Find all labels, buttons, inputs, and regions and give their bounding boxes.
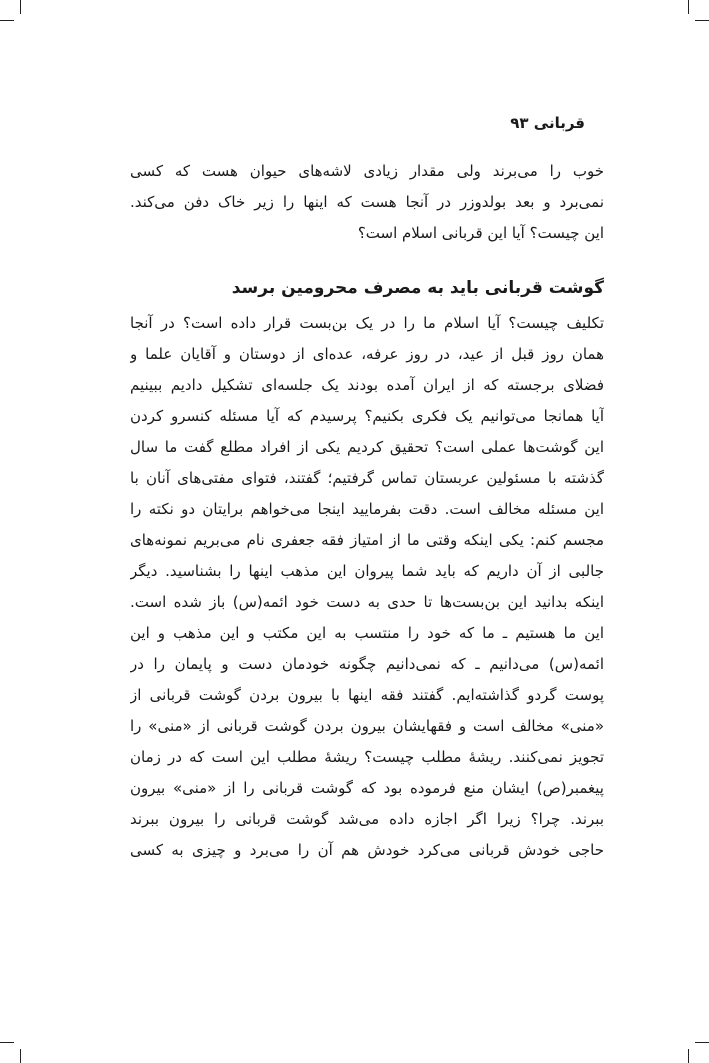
text-line: تجویز نمی‌کنند. ریشهٔ مطلب چیست؟ ریشهٔ مطلب این است که در زمان [130,748,604,766]
text-line: جالبی از آن داریم که باید شما پیروان این مذهب اینها را بشناسید. دیگر [130,562,604,580]
text-line: این مسئله مخالف است. دقت بفرمایید اینجا می‌خواهم برایتان دو نکته را [130,500,604,518]
crop-mark-top-right-vertical [688,0,689,14]
text-line: همان روز قبل از عید، در روز عرفه، عده‌ای از دوستان و آقایان علما و [130,345,604,363]
text-line: نمی‌برد و بعد بولدوزر در آنجا هست که اینها را زیر خاک دفن می‌کند. [130,193,604,211]
text-line: مجسم کنم: یکی اینکه وقتی ما از امتیاز فقه جعفری نام می‌بریم نمونه‌های [130,531,604,549]
text-line: فضلای برجسته که از ایران آمده بودند یک جلسه‌ای تشکیل دادیم ببینیم [130,376,604,394]
section-heading: گوشت قربانی باید به مصرف محرومین برسد [231,278,604,298]
text-line: اینکه بدانید این بن‌بست‌ها تا حدی به دست خود ائمه(س) باز شده است. [130,593,604,611]
crop-mark-top-left-horizontal [0,20,14,21]
text-line: این چیست؟ آیا این قربانی اسلام است؟ [357,224,604,242]
text-line: آیا همانجا می‌توانیم یک فکری بکنیم؟ پرسیدم که آیا مسئله کنسرو کردن [130,407,604,425]
page-body [130,156,604,866]
text-line: پوست گردو گذاشته‌ایم. گفتند فقه اینها با بیرون بردن گوشت قربانی از [130,686,604,704]
crop-mark-bottom-right-vertical [688,1049,689,1063]
text-line: تکلیف چیست؟ آیا اسلام ما را در یک بن‌بست قرار داده است؟ در آنجا [130,314,604,332]
text-line: خوب را می‌برند ولی مقدار زیادی لاشه‌های حیوان هست که کسی [130,162,604,180]
text-line: این گوشت‌ها عملی است؟ تحقیق کردیم یکی از افراد مطلع گفت ما سال [130,438,604,456]
crop-mark-bottom-left-vertical [20,1049,21,1063]
text-line: حاجی خودش قربانی می‌کرد خودش هم آن را می‌برد و چیزی به کسی [130,841,604,859]
running-head [510,114,607,132]
page-number: ۹۳ [510,114,529,132]
paragraph-2 [130,308,604,866]
text-line: این ما هستیم ـ ما که خود را منتسب به این مکتب و این مذهب و این [130,624,604,642]
text-line: ببرند. چرا؟ زیرا اگر اجازه داده می‌شد گوشت قربانی را بیرون ببرند [130,810,604,828]
text-line: گذشته با مسئولین عربستان تماس گرفتیم؛ گفتند، فتوای مفتی‌های آنان با [130,469,604,487]
text-line: پیغمبر(ص) ایشان منع فرموده بود که گوشت قربانی را از «منی» بیرون [130,779,604,797]
crop-mark-bottom-left-horizontal [0,1042,14,1043]
text-line: «منی» مخالف است و فقهایشان بیرون بردن گوشت قربانی از «منی» را [130,717,604,735]
text-line: ائمه(س) می‌دانیم ـ که نمی‌دانیم چگونه خودمان دست و پایمان را در [130,655,604,673]
crop-mark-bottom-right-horizontal [695,1042,709,1043]
chapter-title: قربانی [533,114,585,132]
crop-mark-top-right-horizontal [695,20,709,21]
paragraph-1 [130,156,604,249]
crop-mark-top-left-vertical [20,0,21,14]
